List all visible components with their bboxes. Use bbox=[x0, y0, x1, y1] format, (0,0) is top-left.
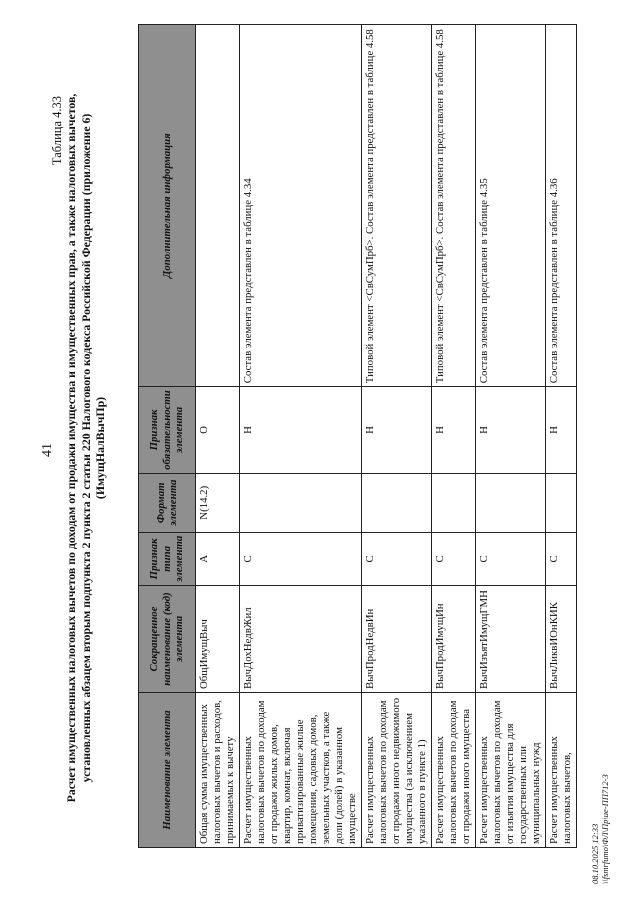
cell-type: А bbox=[196, 532, 240, 585]
cell-type: С bbox=[476, 532, 546, 585]
cell-format bbox=[240, 473, 362, 532]
cell-info: Состав элемента представлен в таблице 4.34 bbox=[240, 25, 362, 387]
cell-format bbox=[432, 473, 476, 532]
cell-short: ВычПродИмущИн bbox=[432, 586, 476, 693]
table-title: Расчет имущественных налоговых вычетов по доходам от продажи имущества и имущественных прав, а также налоговых вычетов, установленных абзацем вторым подпункта 2 пункта 2 статьи 220 Налогового кодекса Российской Федерации (приложение 6) (ИмущНалВычПр) bbox=[64, 93, 107, 803]
cell-type: С bbox=[432, 532, 476, 585]
cell-name: Расчет имущественных налоговых вычетов по доходам от продажи иного имущества bbox=[432, 693, 476, 848]
page-number: 41 bbox=[40, 443, 55, 457]
table-reference: Таблица 4.33 bbox=[50, 96, 64, 166]
table-row bbox=[240, 25, 362, 848]
cell-info bbox=[196, 25, 240, 387]
cell-info: Состав элемента представлен в таблице 4.35 bbox=[476, 25, 546, 387]
footer-path: \\fsmrfumo\ФЛ\Пр\ue-ПП712-3 bbox=[600, 774, 610, 884]
cell-info: Состав элемента представлен в таблице 4.36 bbox=[546, 25, 577, 387]
cell-short: ОбщИмущВыч bbox=[196, 586, 240, 693]
cell-format: N(14.2) bbox=[196, 473, 240, 532]
cell-format bbox=[476, 473, 546, 532]
cell-name: Расчет имущественных налоговых вычетов, bbox=[546, 693, 577, 848]
cell-required: Н bbox=[432, 387, 476, 474]
cell-format bbox=[546, 473, 577, 532]
table-row bbox=[432, 25, 476, 848]
cell-name: Расчет имущественных налоговых вычетов по доходам от продажи жилых домов, квартир, комнат, включая приватизированные жилые помещения, садовых домов, земельных участков, а также доли (долей) в указанном имуществе bbox=[240, 693, 362, 848]
footer-date: 08.10.2025 12:33 bbox=[590, 823, 600, 884]
header-format: Формат элемента bbox=[139, 473, 196, 532]
cell-short: ВычЛиквИОнКИК bbox=[546, 586, 577, 693]
cell-short: ВычПродНедвИн bbox=[362, 586, 432, 693]
cell-format bbox=[362, 473, 432, 532]
header-required: Признак обязательности элемента bbox=[139, 387, 196, 474]
header-short: Сокращенное наименование (код) элемента bbox=[139, 586, 196, 693]
table-header-row bbox=[139, 25, 196, 848]
cell-short: ВычИзъятИмущГМН bbox=[476, 586, 546, 693]
cell-type: С bbox=[362, 532, 432, 585]
cell-required: Н bbox=[240, 387, 362, 474]
table-row bbox=[546, 25, 577, 848]
cell-info: Типовой элемент <СвСумПрб>. Состав элемента представлен в таблице 4.58 bbox=[432, 25, 476, 387]
cell-type: С bbox=[240, 532, 362, 585]
table-row bbox=[196, 25, 240, 848]
cell-required: Н bbox=[362, 387, 432, 474]
table-row bbox=[362, 25, 432, 848]
cell-short: ВычДохНедвЖил bbox=[240, 586, 362, 693]
header-type: Признак типа элемента bbox=[139, 532, 196, 585]
cell-info: Типовой элемент <СвСумПрб>. Состав элемента представлен в таблице 4.58 bbox=[362, 25, 432, 387]
header-name: Наименование элемента bbox=[139, 693, 196, 848]
cell-name: Общая сумма имущественных налоговых вычетов и расходов, принимаемых к вычету bbox=[196, 693, 240, 848]
cell-name: Расчет имущественных налоговых вычетов по доходам от изъятия имущества для государственных или муниципальных нужд bbox=[476, 693, 546, 848]
elements-table bbox=[138, 24, 577, 848]
print-footer bbox=[590, 774, 610, 884]
cell-required: Н bbox=[476, 387, 546, 474]
header-info: Дополнительная информация bbox=[139, 25, 196, 387]
cell-name: Расчет имущественных налоговых вычетов по доходам от продажи иного недвижимого имущества (за исключением указанного в пункте 1) bbox=[362, 693, 432, 848]
table-row bbox=[476, 25, 546, 848]
cell-required: О bbox=[196, 387, 240, 474]
cell-type: С bbox=[546, 532, 577, 585]
cell-required: Н bbox=[546, 387, 577, 474]
